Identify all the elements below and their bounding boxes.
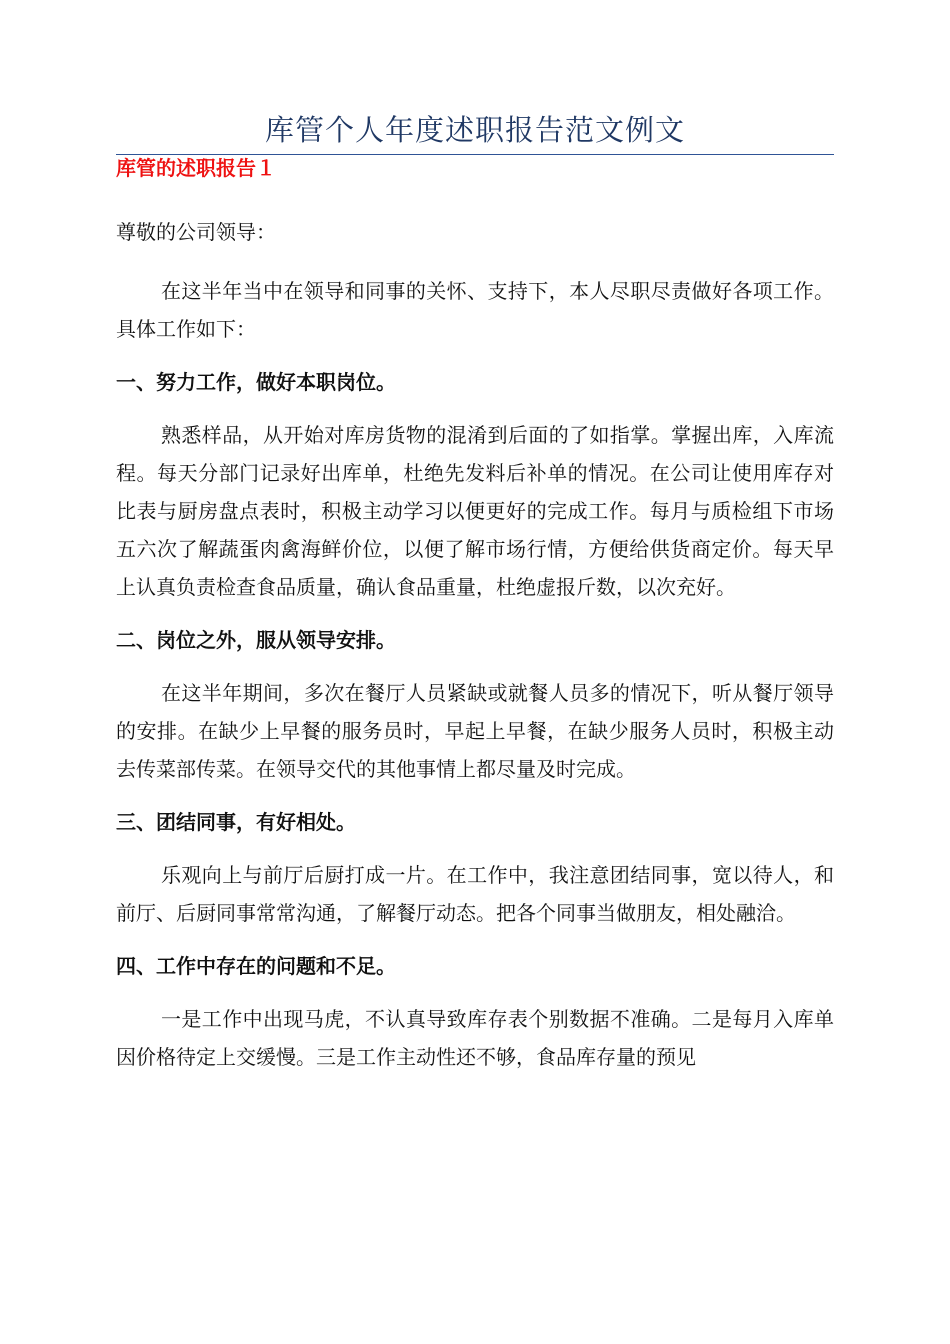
document-body [116, 213, 834, 1076]
salutation: 尊敬的公司领导： [116, 220, 276, 244]
section-body-2: 在这半年期间，多次在餐厅人员紧缺或就餐人员多的情况下，听从餐厅领导的安排。在缺少上早餐的服务员时，早起上早餐，在缺少服务人员时，积极主动去传菜部传菜。在领导交代的其他事情上都尽量及时完成。 [116, 681, 834, 781]
document-title: 库管个人年度述职报告范文例文 [264, 113, 685, 147]
section-heading-4: 四、工作中存在的问题和不足。 [116, 954, 396, 978]
section-heading-1: 一、努力工作，做好本职岗位。 [116, 370, 396, 394]
section-body-1: 熟悉样品，从开始对库房货物的混淆到后面的了如指掌。掌握出库，入库流程。每天分部门记录好出库单，杜绝先发料后补单的情况。在公司让使用库存对比表与厨房盘点表时，积极主动学习以便更好的完成工作。每月与质检组下市场五六次了解蔬蛋肉禽海鲜价位，以便了解市场行情，方便给供货商定价。每天早上认真负责检查食品质量，确认食品重量，杜绝虚报斤数，以次充好。 [116, 423, 834, 599]
section-heading-3: 三、团结同事，有好相处。 [116, 810, 356, 834]
section-body-3: 乐观向上与前厅后厨打成一片。在工作中，我注意团结同事，宽以待人，和前厅、后厨同事常常沟通，了解餐厅动态。把各个同事当做朋友，相处融洽。 [116, 863, 834, 925]
report-section-heading: 库管的述职报告１ [116, 156, 276, 180]
section-body-4: 一是工作中出现马虎，不认真导致库存表个别数据不准确。二是每月入库单因价格待定上交缓慢。三是工作主动性还不够，食品库存量的预见 [116, 1007, 834, 1069]
section-heading-2: 二、岗位之外，服从领导安排。 [116, 628, 396, 652]
intro-paragraph: 在这半年当中在领导和同事的关怀、支持下，本人尽职尽责做好各项工作。具体工作如下： [116, 279, 834, 341]
